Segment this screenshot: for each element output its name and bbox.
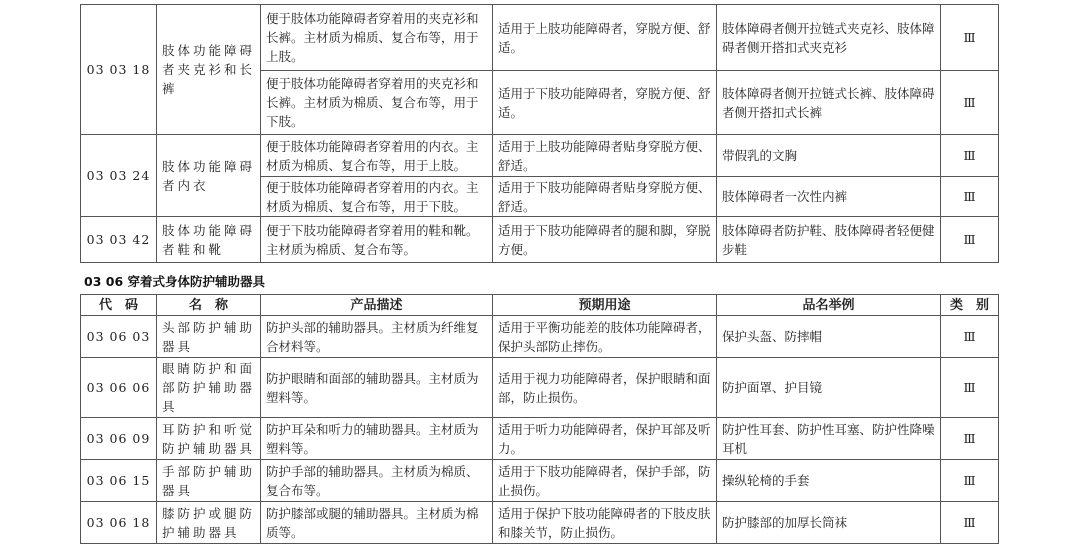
product-examples: 肢体障碍者侧开拉链式夹克衫、肢体障碍者侧开搭扣式夹克衫 xyxy=(717,5,941,71)
item-name: 耳防护和听觉防护辅助器具 xyxy=(157,418,261,460)
device-class: Ⅲ xyxy=(941,418,999,460)
device-class: Ⅲ xyxy=(941,135,999,177)
item-name: 头部防护辅助器具 xyxy=(157,316,261,358)
product-examples: 防护性耳套、防护性耳塞、防护性降噪耳机 xyxy=(717,418,941,460)
product-examples: 肢体障碍者侧开拉链式长裤、肢体障碍者侧开搭扣式长裤 xyxy=(717,71,941,135)
continued-table xyxy=(80,4,999,263)
product-description: 防护手部的辅助器具。主材质为棉质、复合布等。 xyxy=(261,460,493,502)
table-row xyxy=(81,217,999,263)
header-name: 名 称 xyxy=(157,295,261,316)
item-name: 手部防护辅助器具 xyxy=(157,460,261,502)
intended-use: 适用于听力功能障碍者，保护耳部及听力。 xyxy=(493,418,717,460)
device-class: Ⅲ xyxy=(941,71,999,135)
product-description: 便于肢体功能障碍者穿着用的夹克衫和长裤。主材质为棉质、复合布等，用于上肢。 xyxy=(261,5,493,71)
item-code: 03 06 15 xyxy=(81,460,157,502)
item-code: 03 03 18 xyxy=(81,5,157,135)
product-examples: 肢体障碍者防护鞋、肢体障碍者轻便健步鞋 xyxy=(717,217,941,263)
device-class: Ⅲ xyxy=(941,502,999,544)
product-description: 防护耳朵和听力的辅助器具。主材质为塑料等。 xyxy=(261,418,493,460)
intended-use: 适用于下肢功能障碍者贴身穿脱方便、舒适。 xyxy=(493,177,717,217)
product-description: 便于肢体功能障碍者穿着用的内衣。主材质为棉质、复合布等，用于下肢。 xyxy=(261,177,493,217)
device-class: Ⅲ xyxy=(941,5,999,71)
product-examples: 操纵轮椅的手套 xyxy=(717,460,941,502)
product-examples: 防护膝部的加厚长筒袜 xyxy=(717,502,941,544)
header-description: 产品描述 xyxy=(261,295,493,316)
item-code: 03 03 42 xyxy=(81,217,157,263)
item-name: 肢体功能障碍者鞋和靴 xyxy=(157,217,261,263)
device-class: Ⅲ xyxy=(941,316,999,358)
intended-use: 适用于下肢功能障碍者，保护手部，防止损伤。 xyxy=(493,460,717,502)
device-class: Ⅲ xyxy=(941,217,999,263)
product-description: 防护头部的辅助器具。主材质为纤维复合材料等。 xyxy=(261,316,493,358)
table-row xyxy=(81,358,999,418)
intended-use: 适用于保护下肢功能障碍者的下肢皮肤和膝关节，防止损伤。 xyxy=(493,502,717,544)
product-examples: 防护面罩、护目镜 xyxy=(717,358,941,418)
item-code: 03 03 24 xyxy=(81,135,157,217)
item-code: 03 06 09 xyxy=(81,418,157,460)
product-description: 便于下肢功能障碍者穿着用的鞋和靴。主材质为棉质、复合布等。 xyxy=(261,217,493,263)
item-code: 03 06 18 xyxy=(81,502,157,544)
header-code: 代 码 xyxy=(81,295,157,316)
section-title: 03 06 穿着式身体防护辅助器具 xyxy=(84,274,265,289)
protective-aids-table xyxy=(80,294,999,544)
intended-use: 适用于视力功能障碍者，保护眼睛和面部，防止损伤。 xyxy=(493,358,717,418)
table-row xyxy=(81,418,999,460)
product-examples: 保护头盔、防摔帽 xyxy=(717,316,941,358)
table-header-row xyxy=(81,295,999,316)
table-row xyxy=(81,5,999,71)
product-examples: 带假乳的文胸 xyxy=(717,135,941,177)
header-use: 预期用途 xyxy=(493,295,717,316)
item-name: 肢体功能障碍者夹克衫和长裤 xyxy=(157,5,261,135)
device-class: Ⅲ xyxy=(941,358,999,418)
table-row xyxy=(81,502,999,544)
product-description: 便于肢体功能障碍者穿着用的内衣。主材质为棉质、复合布等，用于上肢。 xyxy=(261,135,493,177)
intended-use: 适用于上肢功能障碍者，穿脱方便、舒适。 xyxy=(493,5,717,71)
header-class: 类 别 xyxy=(941,295,999,316)
product-description: 便于肢体功能障碍者穿着用的夹克衫和长裤。主材质为棉质、复合布等，用于下肢。 xyxy=(261,71,493,135)
table-row xyxy=(81,135,999,177)
intended-use: 适用于平衡功能差的肢体功能障碍者，保护头部防止摔伤。 xyxy=(493,316,717,358)
item-code: 03 06 03 xyxy=(81,316,157,358)
item-name: 肢体功能障碍者内衣 xyxy=(157,135,261,217)
header-examples: 品名举例 xyxy=(717,295,941,316)
item-name: 眼睛防护和面部防护辅助器具 xyxy=(157,358,261,418)
product-examples: 肢体障碍者一次性内裤 xyxy=(717,177,941,217)
product-description: 防护膝部或腿的辅助器具。主材质为棉质等。 xyxy=(261,502,493,544)
intended-use: 适用于上肢功能障碍者贴身穿脱方便、舒适。 xyxy=(493,135,717,177)
table-row xyxy=(81,316,999,358)
product-description: 防护眼睛和面部的辅助器具。主材质为塑料等。 xyxy=(261,358,493,418)
device-class: Ⅲ xyxy=(941,460,999,502)
item-code: 03 06 06 xyxy=(81,358,157,418)
intended-use: 适用于下肢功能障碍者，穿脱方便、舒适。 xyxy=(493,71,717,135)
device-class: Ⅲ xyxy=(941,177,999,217)
intended-use: 适用于下肢功能障碍者的腿和脚，穿脱方便。 xyxy=(493,217,717,263)
item-name: 膝防护或腿防护辅助器具 xyxy=(157,502,261,544)
table-row xyxy=(81,460,999,502)
